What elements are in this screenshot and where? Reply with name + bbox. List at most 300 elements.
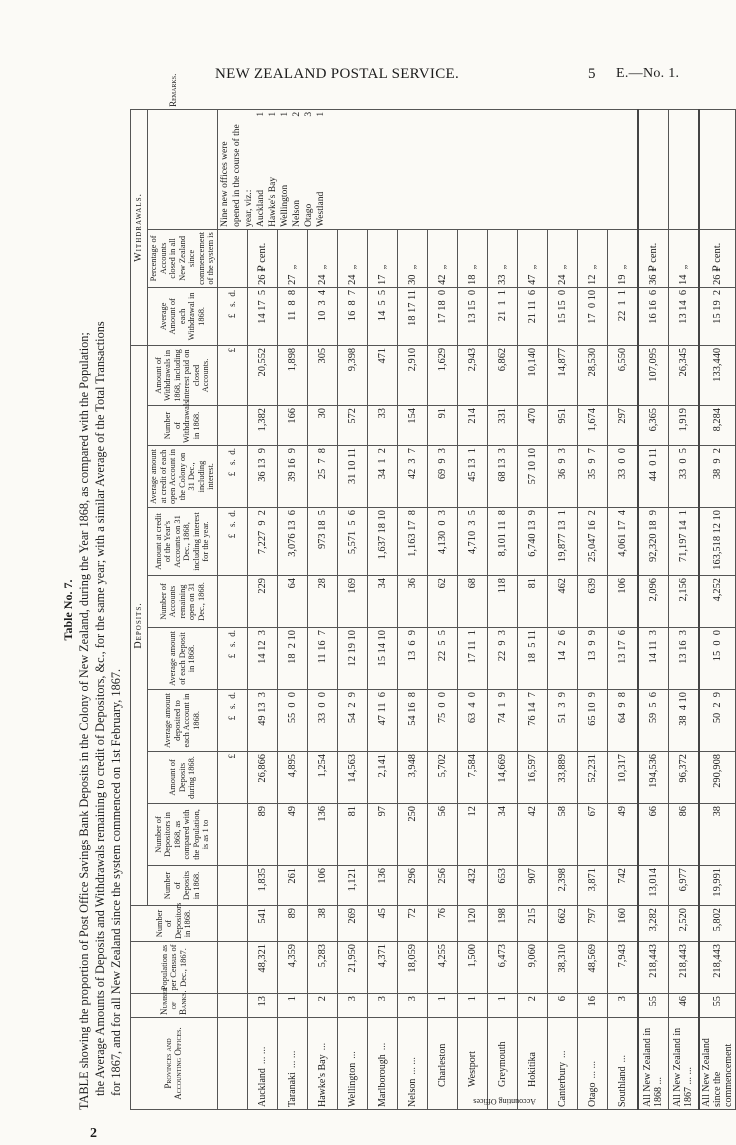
unit-label <box>217 406 247 446</box>
avg-credit-cell: 33 0 0 <box>607 446 638 508</box>
remarks-count: 1 <box>315 111 326 117</box>
withdrawal-amount-cell: 1,629 <box>427 345 457 405</box>
header-amount-withdrawals: Amount of Withdrawals in 1868, including Interest paid on closed Accounts. <box>148 345 218 405</box>
banks-cell: 2 <box>517 994 547 1018</box>
province-name: Taranaki <box>286 1072 298 1107</box>
avg-account-cell: 54 2 9 <box>337 690 367 752</box>
open-accounts-cell: 106 <box>607 576 638 628</box>
credit-cell: 8,101 11 8 <box>487 508 517 576</box>
depositors-cell: 541 <box>247 906 277 942</box>
province-name: Greymouth <box>496 1041 508 1087</box>
table-row <box>307 109 337 1109</box>
ratio-cell: 66 <box>638 804 669 866</box>
table-row <box>487 109 517 1109</box>
population-cell: 21,950 <box>337 942 367 994</box>
amount-cell: 52,231 <box>577 752 607 804</box>
open-accounts-cell: 62 <box>427 576 457 628</box>
province-name-cell <box>577 1018 607 1110</box>
footer-page-number: 2 <box>90 1126 97 1141</box>
banks-cell: 55 <box>638 994 669 1018</box>
depositors-cell: 662 <box>547 906 577 942</box>
population-cell: 38,310 <box>547 942 577 994</box>
remarks-line <box>279 112 291 227</box>
depositors-cell: 3,282 <box>638 906 669 942</box>
units-row <box>217 109 247 1109</box>
depositors-cell: 2,520 <box>668 906 699 942</box>
summary-row <box>699 109 736 1109</box>
population-cell: 6,473 <box>487 942 517 994</box>
avg-account-cell: 49 13 3 <box>247 690 277 752</box>
caption-line-2: the Average Amounts of Deposits and Withdrawals remaining to credit of Depositors, &c., for the same year; with a similar Average of the Total Transactions <box>93 321 107 1096</box>
caption-line-3: for 1867, and for all New Zealand since the system commenced on 1st February, 1867. <box>109 668 123 1096</box>
province-name-cell <box>307 1018 337 1110</box>
open-accounts-cell: 169 <box>337 576 367 628</box>
ratio-cell: 12 <box>457 804 487 866</box>
avg-deposit-cell: 13 16 3 <box>668 628 699 690</box>
banks-cell: 46 <box>668 994 699 1018</box>
withdrawal-amount-cell: 10,140 <box>517 345 547 405</box>
withdrawal-amount-cell: 305 <box>307 345 337 405</box>
depositors-cell: 89 <box>277 906 307 942</box>
avg-withdrawal-cell: 16 8 7 <box>337 287 367 345</box>
running-title: NEW ZEALAND POSTAL SERVICE. <box>215 66 460 82</box>
avg-credit-cell: 35 9 7 <box>577 446 607 508</box>
leader-dots: ... ... <box>586 1061 598 1079</box>
amount-cell: 3,948 <box>397 752 427 804</box>
avg-deposit-cell: 18 2 10 <box>277 628 307 690</box>
avg-credit-cell: 25 7 8 <box>307 446 337 508</box>
population-cell: 48,569 <box>577 942 607 994</box>
unit-label: £ s. d. <box>217 446 247 508</box>
province-name: Auckland <box>256 1068 268 1107</box>
header-avg-each-deposit: Average amount of each Deposit in 1868. <box>148 628 218 690</box>
avg-deposit-cell: 22 9 3 <box>487 628 517 690</box>
withdrawals-cell: 331 <box>487 406 517 446</box>
depositors-cell: 269 <box>337 906 367 942</box>
credit-cell: 163,518 12 10 <box>699 508 736 576</box>
avg-account-cell: 64 9 8 <box>607 690 638 752</box>
remarks-line <box>303 112 315 227</box>
unit-label <box>217 994 247 1018</box>
amount-cell: 16,597 <box>517 752 547 804</box>
population-cell: 218,443 <box>668 942 699 994</box>
open-accounts-cell: 81 <box>517 576 547 628</box>
credit-cell: 92,320 18 9 <box>638 508 669 576</box>
unit-label <box>217 576 247 628</box>
leader-dots: ... <box>556 1050 568 1058</box>
withdrawals-cell: 297 <box>607 406 638 446</box>
amount-cell: 33,889 <box>547 752 577 804</box>
avg-deposit-cell: 15 14 10 <box>367 628 397 690</box>
province-name: Hokitika <box>526 1052 538 1087</box>
population-cell: 4,359 <box>277 942 307 994</box>
ratio-cell: 56 <box>427 804 457 866</box>
withdrawal-amount-cell: 9,398 <box>337 345 367 405</box>
avg-account-cell: 50 2 9 <box>699 690 736 752</box>
avg-withdrawal-cell: 15 15 0 <box>547 287 577 345</box>
unit-label: £ <box>217 345 247 405</box>
avg-account-cell: 54 16 8 <box>397 690 427 752</box>
depositors-cell: 76 <box>427 906 457 942</box>
leader-dots: ... <box>376 1042 388 1051</box>
province-name: Marlborough <box>376 1054 388 1107</box>
amount-cell: 290,908 <box>699 752 736 804</box>
withdrawal-amount-cell: 133,440 <box>699 345 736 405</box>
avg-account-cell: 47 11 6 <box>367 690 397 752</box>
deposits-cell: 432 <box>457 866 487 906</box>
remarks-line <box>315 112 327 227</box>
avg-account-cell: 59 5 6 <box>638 690 669 752</box>
pct-closed-cell: 30 „ <box>397 229 427 287</box>
withdrawals-cell: 166 <box>277 406 307 446</box>
depositors-cell: 215 <box>517 906 547 942</box>
withdrawals-cell: 30 <box>307 406 337 446</box>
avg-account-cell: 33 0 0 <box>307 690 337 752</box>
open-accounts-cell: 2,096 <box>638 576 669 628</box>
population-cell: 218,443 <box>638 942 669 994</box>
avg-withdrawal-cell: 17 18 0 <box>427 287 457 345</box>
withdrawals-cell: 572 <box>337 406 367 446</box>
deposits-cell: 3,871 <box>577 866 607 906</box>
credit-cell: 3,076 13 6 <box>277 508 307 576</box>
amount-cell: 1,254 <box>307 752 337 804</box>
header-provinces: Provinces and Accounting Offices. <box>131 1018 218 1110</box>
credit-cell: 25,047 16 2 <box>577 508 607 576</box>
table-row <box>607 109 638 1109</box>
province-name: Otago <box>586 1082 598 1107</box>
population-cell: 218,443 <box>699 942 736 994</box>
depositors-cell: 72 <box>397 906 427 942</box>
province-name-cell <box>277 1018 307 1110</box>
open-accounts-cell: 229 <box>247 576 277 628</box>
deposits-cell: 1,121 <box>337 866 367 906</box>
deposits-cell: 13,014 <box>638 866 669 906</box>
avg-deposit-cell: 17 11 1 <box>457 628 487 690</box>
pct-closed-cell: 36 ₽ cent. <box>638 229 669 287</box>
pct-closed-cell: 47 „ <box>517 229 547 287</box>
open-accounts-cell: 64 <box>277 576 307 628</box>
avg-deposit-cell: 14 12 3 <box>247 628 277 690</box>
ratio-cell: 49 <box>607 804 638 866</box>
avg-credit-cell: 34 1 2 <box>367 446 397 508</box>
header-withdrawals-group: Withdrawals. <box>131 109 148 345</box>
units-spacer <box>217 1018 247 1110</box>
avg-deposit-cell: 14 2 6 <box>547 628 577 690</box>
page-number: 5 <box>588 66 596 82</box>
withdrawals-cell: 154 <box>397 406 427 446</box>
population-cell: 5,283 <box>307 942 337 994</box>
avg-withdrawal-cell: 21 1 1 <box>487 287 517 345</box>
province-name: Westport <box>466 1051 478 1087</box>
table-row <box>367 109 397 1109</box>
header-avg-per-account: Average amount deposited to each Account in 1868. <box>148 690 218 752</box>
leader-dots: ... ... <box>286 1050 298 1069</box>
pct-closed-cell: 27 „ <box>277 229 307 287</box>
banks-cell: 1 <box>457 994 487 1018</box>
header-avg-each-withdrawal: Average Amount of each Withdrawal in 1868. <box>148 287 218 345</box>
avg-credit-cell: 42 3 7 <box>397 446 427 508</box>
remarks-empty-cell <box>668 109 699 229</box>
remarks-count: 2 <box>291 111 302 117</box>
summary-name-cell: All New Zealand since the commencement <box>699 1018 736 1110</box>
avg-credit-cell: 69 9 3 <box>427 446 457 508</box>
province-name-cell <box>607 1018 638 1110</box>
credit-cell: 71,197 14 1 <box>668 508 699 576</box>
withdrawals-cell: 6,365 <box>638 406 669 446</box>
deposits-cell: 19,991 <box>699 866 736 906</box>
credit-cell: 7,227 9 2 <box>247 508 277 576</box>
summary-row <box>638 109 669 1109</box>
population-cell: 7,943 <box>607 942 638 994</box>
ratio-cell: 86 <box>668 804 699 866</box>
remarks-line <box>255 112 267 227</box>
avg-account-cell: 75 0 0 <box>427 690 457 752</box>
ratio-cell: 42 <box>517 804 547 866</box>
avg-credit-cell: 36 13 9 <box>247 446 277 508</box>
remarks-empty-cell <box>638 109 669 229</box>
header-pct-closed: Percentage of Accounts closed in all New Zealand since commencement of the system is <box>148 229 218 287</box>
ratio-cell: 49 <box>277 804 307 866</box>
table-number: Table No. 7. <box>61 579 75 641</box>
open-accounts-cell: 34 <box>367 576 397 628</box>
amount-cell: 5,702 <box>427 752 457 804</box>
ratio-cell: 81 <box>337 804 367 866</box>
withdrawals-cell: 8,284 <box>699 406 736 446</box>
amount-cell: 10,317 <box>607 752 638 804</box>
banks-cell: 1 <box>277 994 307 1018</box>
amount-cell: 26,866 <box>247 752 277 804</box>
population-cell: 18,059 <box>397 942 427 994</box>
avg-credit-cell: 39 16 9 <box>277 446 307 508</box>
deposits-cell: 106 <box>307 866 337 906</box>
credit-cell: 4,061 17 4 <box>607 508 638 576</box>
open-accounts-cell: 118 <box>487 576 517 628</box>
table-row <box>277 109 307 1109</box>
table-row <box>577 109 607 1109</box>
avg-credit-cell: 45 13 1 <box>457 446 487 508</box>
withdrawals-cell: 470 <box>517 406 547 446</box>
deposits-cell: 296 <box>397 866 427 906</box>
avg-deposit-cell: 22 5 5 <box>427 628 457 690</box>
remarks-cell <box>217 109 638 229</box>
withdrawal-amount-cell: 6,550 <box>607 345 638 405</box>
amount-cell: 4,895 <box>277 752 307 804</box>
province-name: Wellington <box>346 1062 358 1107</box>
withdrawal-amount-cell: 26,345 <box>668 345 699 405</box>
header-amount-at-credit: Amount at credit of the Year's Accounts on 31 Dec., 1868, including interest for the year. <box>148 508 218 576</box>
avg-deposit-cell: 13 17 6 <box>607 628 638 690</box>
banks-cell: 3 <box>397 994 427 1018</box>
depositors-cell: 120 <box>457 906 487 942</box>
remarks-count: 3 <box>303 111 314 117</box>
deposits-cell: 261 <box>277 866 307 906</box>
remarks-empty-cell <box>699 109 736 229</box>
avg-withdrawal-cell: 14 5 5 <box>367 287 397 345</box>
table-row <box>457 109 487 1109</box>
withdrawal-amount-cell: 28,530 <box>577 345 607 405</box>
header-num-withdrawals: Number of Withdrawals in 1868. <box>148 406 218 446</box>
withdrawal-amount-cell: 2,943 <box>457 345 487 405</box>
deposits-cell: 2,398 <box>547 866 577 906</box>
open-accounts-cell: 639 <box>577 576 607 628</box>
pct-closed-cell: 14 „ <box>668 229 699 287</box>
withdrawal-amount-cell: 1,898 <box>277 345 307 405</box>
leader-dots: ... <box>346 1051 358 1059</box>
open-accounts-cell: 28 <box>307 576 337 628</box>
province-name-cell <box>247 1018 277 1110</box>
population-cell: 4,371 <box>367 942 397 994</box>
savings-bank-table: Provinces and Accounting Offices. Number of Banks. Population as per Census of Dec., 1867. Number of Depositors in 1868. Deposits. Withdrawals. Remarks. Number of Deposits in 1868. Number of Depositors in 1868, as compared with the Population, is as 1 to Amount of Deposits during 1868. Average amount deposited to each Account in 1868. Average amount of each Deposit in 1868. Number of Accounts remaining open on 31 Dec., 1868. Amount at credit of the Year's Accounts on 31 Dec., 1868, including interest for the year. Average amount at credit of each open Account in the Colony on 31 Dec., including interest. Number of Withdrawals in 1868. Amount of Withdrawals in 1868, including Interest paid on closed Accounts. Average Amount of each Withdrawal in 1868. Percentage of Accounts closed in all New Zealand since commencement of the system is £ £ s. d. £ s. d. £ s. d. £ s. d. £ £ s. d. Nine new offices were opened in the course of the year, viz.: Auckland 1 Hawke's Bay 1 Wellington 1 Nelson 2 Otago 3 Westland 1 Auckland... ... 13 48,321 541 1,835 89 26,866 49 13 3 14 12 3 229 7,227 9 2 36 13 9 1,382 20,552 14 17 5 26 ₽ cent. Taranaki... ... 1 4,359 89 261 49 4,895 55 0 0 18 2 10 64 3,076 13 6 39 16 9 166 1,898 11 8 8 27 „ Hawke's Bay... 2 5,283 38 106 136 1,254 33 0 0 11 16 7 28 973 18 5 25 7 8 30 305 10 3 4 24 „ Wellington... 3 21,950 269 1,121 81 14,563 54 2 9 12 19 10 169 5,571 5 6 31 10 11 572 9,398 16 8 7 24 „ Marlborough... 3 4,371 45 136 97 2,141 47 11 6 15 14 10 34 1,637 18 10 34 1 2 33 471 14 5 5 17 „ Nelson... ... 3 18,059 72 296 250 3,948 54 16 8 13 6 9 36 1,163 17 8 42 3 7 154 2,910 18 17 11 30 „ Charleston Accounting Offices 1 4,255 76 256 56 5,702 75 0 0 22 5 5 62 4,130 0 3 69 9 3 91 1,629 17 18 0 42 „ Westport 1 1,500 120 432 12 7,584 63 4 0 17 11 1 68 4,710 3 5 45 13 1 214 2,943 13 15 0 18 „ Greymouth 1 6,473 198 653 34 14,669 74 1 9 22 9 3 118 8,101 11 8 68 13 3 331 6,862 21 1 1 33 „ Hokitika 2 9,060 215 907 42 16,597 76 14 7 18 5 11 81 6,740 13 9 57 10 10 470 10,140 21 11 6 47 „ Canterbury... 6 38,310 662 2,398 58 33,889 51 3 9 14 2 6 462 19,877 13 1 36 9 3 951 14,877 15 15 0 24 „ Otago... ... 16 48,569 797 3,871 67 52,231 65 10 9 13 9 9 639 25,047 16 2 35 9 7 1,674 28,530 17 0 10 12 „ Southland... 3 7,943 160 742 49 10,317 64 9 8 13 17 6 106 4,061 17 4 33 0 0 297 6,550 22 1 1 19 „ All New Zealand in 1868 ... 55 218,443 3,282 13,014 66 194,536 59 5 6 14 11 3 2,096 92,320 18 9 44 0 11 6,365 107,095 16 16 6 36 ₽ cent. All New Zealand in 1867 ... ... 46 218,443 2,520 6,977 86 96,372 38 4 10 13 16 3 2,156 71,197 14 1 33 0 5 1,919 26,345 13 14 6 14 „ All New Zealand since the commencement 55 218,443 5,802 19,991 38 290,908 50 2 9 15 0 0 4,252 163,518 12 10 38 9 2 8,284 133,440 15 19 2 26 ₽ cent. <box>130 109 736 1110</box>
leader-dots: ... ... <box>406 1057 418 1075</box>
remarks-intro: Nine new offices were opened in the course of the year, viz.: <box>219 124 254 227</box>
province-name-cell <box>337 1018 367 1110</box>
ratio-cell: 34 <box>487 804 517 866</box>
caption-line-1: TABLE showing the proportion of Post Office Savings Bank Deposits in the Colony of New Zealand, during the Year 1868, as compared with the Population; <box>77 332 91 1110</box>
header-population: Population as per Census of Dec., 1867. <box>131 942 218 994</box>
pct-closed-cell: 12 „ <box>577 229 607 287</box>
table-row <box>517 109 547 1109</box>
ratio-cell: 89 <box>247 804 277 866</box>
deposits-cell: 653 <box>487 866 517 906</box>
header-num-deposits: Number of Deposits in 1868. <box>148 866 218 906</box>
ratio-cell: 136 <box>307 804 337 866</box>
deposits-cell: 1,835 <box>247 866 277 906</box>
avg-account-cell: 38 4 10 <box>668 690 699 752</box>
summary-row <box>668 109 699 1109</box>
banks-cell: 3 <box>607 994 638 1018</box>
avg-deposit-cell: 13 6 9 <box>397 628 427 690</box>
population-cell: 4,255 <box>427 942 457 994</box>
avg-deposit-cell: 12 19 10 <box>337 628 367 690</box>
avg-deposit-cell: 11 16 7 <box>307 628 337 690</box>
avg-withdrawal-cell: 16 16 6 <box>638 287 669 345</box>
avg-withdrawal-cell: 22 1 1 <box>607 287 638 345</box>
credit-cell: 1,637 18 10 <box>367 508 397 576</box>
table-row <box>337 109 367 1109</box>
banks-cell: 1 <box>487 994 517 1018</box>
credit-cell: 1,163 17 8 <box>397 508 427 576</box>
open-accounts-cell: 36 <box>397 576 427 628</box>
avg-account-cell: 76 14 7 <box>517 690 547 752</box>
province-name-cell <box>547 1018 577 1110</box>
province-name-cell <box>367 1018 397 1110</box>
credit-cell: 19,877 13 1 <box>547 508 577 576</box>
unit-label: £ s. d. <box>217 287 247 345</box>
ratio-cell: 97 <box>367 804 397 866</box>
withdrawals-cell: 1,919 <box>668 406 699 446</box>
credit-cell: 4,710 3 5 <box>457 508 487 576</box>
avg-credit-cell: 57 10 10 <box>517 446 547 508</box>
unit-label <box>217 804 247 866</box>
remarks-line <box>291 112 303 227</box>
province-name: Canterbury <box>556 1062 568 1107</box>
credit-cell: 5,571 5 6 <box>337 508 367 576</box>
unit-label <box>217 906 247 942</box>
credit-cell: 973 18 5 <box>307 508 337 576</box>
pct-closed-cell: 17 „ <box>367 229 397 287</box>
remarks-place: Hawke's Bay <box>267 176 278 227</box>
header-avg-at-credit: Average amount at credit of each open Account in the Colony on 31 Dec., including interest. <box>148 446 218 508</box>
pct-closed-cell: 42 „ <box>427 229 457 287</box>
avg-credit-cell: 38 9 2 <box>699 446 736 508</box>
open-accounts-cell: 68 <box>457 576 487 628</box>
withdrawal-amount-cell: 6,862 <box>487 345 517 405</box>
avg-deposit-cell: 14 11 3 <box>638 628 669 690</box>
avg-account-cell: 55 0 0 <box>277 690 307 752</box>
amount-cell: 194,536 <box>638 752 669 804</box>
header-deposits-group: Deposits. <box>131 345 148 905</box>
pct-closed-cell: 24 „ <box>307 229 337 287</box>
banks-cell: 3 <box>367 994 397 1018</box>
withdrawals-cell: 214 <box>457 406 487 446</box>
avg-withdrawal-cell: 21 11 6 <box>517 287 547 345</box>
depositors-cell: 198 <box>487 906 517 942</box>
open-accounts-cell: 4,252 <box>699 576 736 628</box>
amount-cell: 7,584 <box>457 752 487 804</box>
header-depositors-vs-population: Number of Depositors in 1868, as compared with the Population, is as 1 to <box>148 804 218 866</box>
table-caption <box>60 110 126 1110</box>
avg-withdrawal-cell: 13 15 0 <box>457 287 487 345</box>
withdrawals-cell: 91 <box>427 406 457 446</box>
withdrawals-cell: 33 <box>367 406 397 446</box>
pct-closed-cell: 24 „ <box>547 229 577 287</box>
avg-account-cell: 74 1 9 <box>487 690 517 752</box>
avg-withdrawal-cell: 10 3 4 <box>307 287 337 345</box>
banks-cell: 16 <box>577 994 607 1018</box>
amount-cell: 14,669 <box>487 752 517 804</box>
table-row <box>397 109 427 1109</box>
avg-withdrawal-cell: 11 8 8 <box>277 287 307 345</box>
depositors-cell: 5,802 <box>699 906 736 942</box>
unit-label: £ s. d. <box>217 628 247 690</box>
province-name: Nelson <box>406 1078 418 1107</box>
leader-dots: ... <box>316 1042 328 1051</box>
table-row <box>427 109 457 1109</box>
avg-deposit-cell: 18 5 11 <box>517 628 547 690</box>
remarks-count: 1 <box>279 111 290 117</box>
remarks-place: Wellington <box>279 184 290 227</box>
ratio-cell: 58 <box>547 804 577 866</box>
credit-cell: 4,130 0 3 <box>427 508 457 576</box>
withdrawals-cell: 1,382 <box>247 406 277 446</box>
depositors-cell: 45 <box>367 906 397 942</box>
avg-account-cell: 63 4 0 <box>457 690 487 752</box>
banks-cell: 55 <box>699 994 736 1018</box>
avg-credit-cell: 33 0 5 <box>668 446 699 508</box>
avg-credit-cell: 44 0 11 <box>638 446 669 508</box>
deposits-cell: 136 <box>367 866 397 906</box>
remarks-place: Westland <box>315 191 326 227</box>
pct-closed-cell: 19 „ <box>607 229 638 287</box>
deposits-cell: 742 <box>607 866 638 906</box>
summary-name-cell: All New Zealand in 1868 ... <box>638 1018 669 1110</box>
banks-cell: 1 <box>427 994 457 1018</box>
deposits-cell: 256 <box>427 866 457 906</box>
avg-withdrawal-cell: 14 17 5 <box>247 287 277 345</box>
unit-label <box>217 942 247 994</box>
leader-dots: ... <box>616 1054 628 1063</box>
avg-withdrawal-cell: 15 19 2 <box>699 287 736 345</box>
deposits-cell: 6,977 <box>668 866 699 906</box>
remarks-count: 1 <box>267 111 278 117</box>
banks-cell: 2 <box>307 994 337 1018</box>
unit-label <box>217 229 247 287</box>
pct-closed-cell: 18 „ <box>457 229 487 287</box>
amount-cell: 2,141 <box>367 752 397 804</box>
table-row <box>547 109 577 1109</box>
population-cell: 48,321 <box>247 942 277 994</box>
province-name-cell <box>397 1018 427 1110</box>
